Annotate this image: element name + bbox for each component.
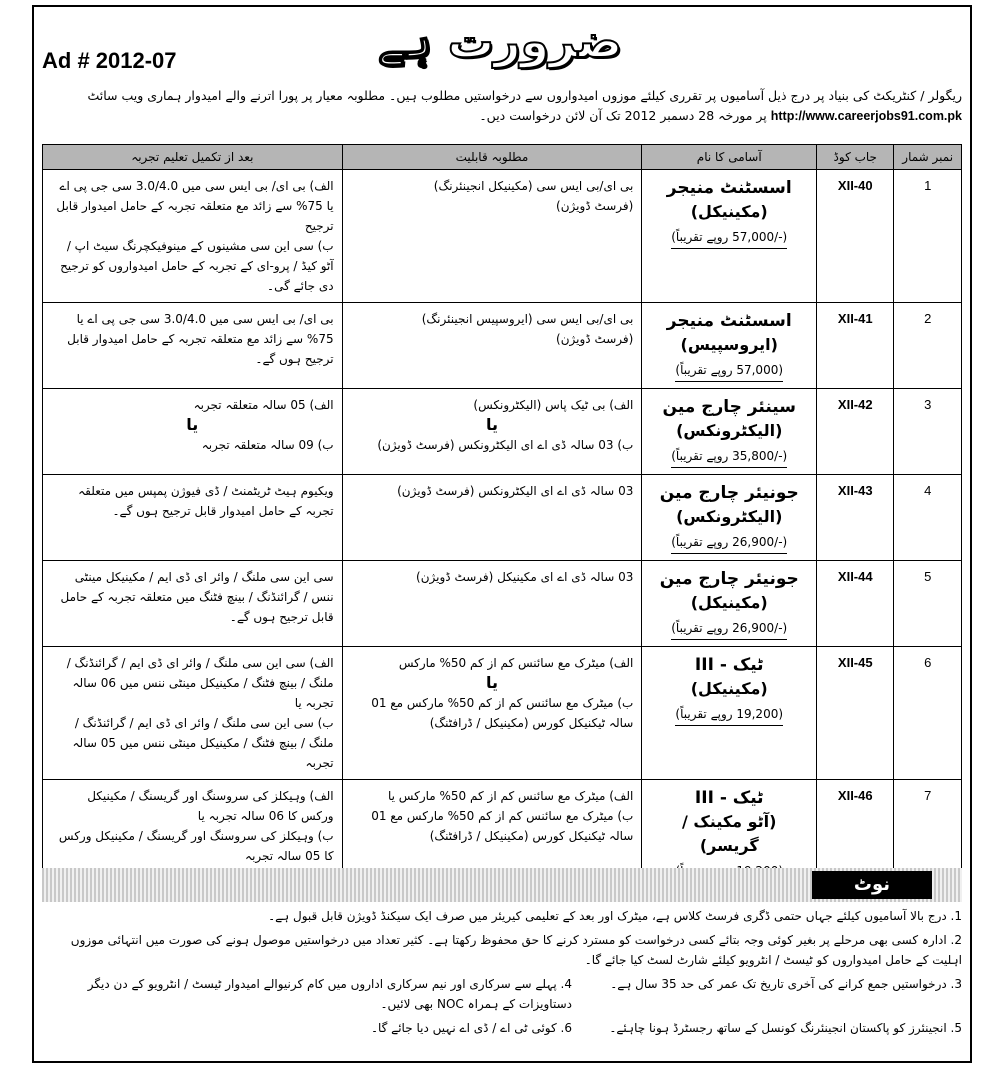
post-name: سینئر چارج مین: [662, 397, 796, 417]
jobs-table: [42, 144, 962, 890]
cell-post: [642, 389, 817, 475]
qualification-line: الف) میٹرک مع سائنس کم از کم 50% مارکس: [398, 656, 634, 670]
experience-line: ب) سی این سی ملنگ / وائر ای ڈی ایم / گرائنڈنگ / ملنگ / بینچ فٹنگ / مکینیکل مینٹی ننس میں 05 سالہ تجربہ: [72, 716, 334, 770]
post-subtitle: (الیکٹرونکس): [676, 421, 783, 440]
header-qualification: مطلوبہ قابلیت: [342, 145, 642, 170]
post-subtitle: (ایروسپیس): [680, 335, 778, 354]
experience-line: الف) وہیکلز کی سروسنگ اور گریسنگ / مکینیکل ورکس کا 06 سالہ تجربہ یا: [87, 789, 334, 823]
post-pay: (-/35,800 روپے تقریباً): [671, 445, 787, 468]
note-label: نوٹ: [812, 871, 932, 899]
or-separator: یا: [485, 415, 498, 434]
cell-experience: [43, 389, 343, 475]
post-subtitle: (آٹو مکینک / گریسر): [681, 812, 777, 855]
qualification-line: 03 سالہ ڈی اے ای الیکٹرونکس (فرسٹ ڈویژن): [397, 484, 634, 498]
cell-qualification: [342, 389, 642, 475]
cell-post: [642, 561, 817, 647]
cell-post: [642, 170, 817, 303]
table-row: [43, 561, 962, 647]
cell-sno: 4: [894, 475, 962, 561]
intro-line1: ریگولر / کنٹریکٹ کی بنیاد پر درج ذیل آسامیوں پر تقرری کیلئے موزوں امیدواروں سے درخواستیں مطلوب ہیں۔ مطلوبہ معیار پر پورا اترنے والے امیدوار ہماری ویب سائٹ: [87, 88, 962, 103]
post-name: اسسٹنٹ منیجر: [666, 311, 792, 331]
post-name: جونیئر چارج مین: [659, 569, 799, 589]
page-title: ضرورت ہے: [377, 14, 623, 68]
cell-sno: 7: [894, 780, 962, 890]
cell-post: [642, 647, 817, 780]
table-row: [43, 647, 962, 780]
qualification-line: الف) میٹرک مع سائنس کم از کم 50% مارکس یا: [388, 789, 634, 803]
qualification-line: ب) 03 سالہ ڈی اے ای الیکٹرونکس (فرسٹ ڈویژن): [377, 438, 634, 452]
cell-sno: 3: [894, 389, 962, 475]
cell-code: XII-41: [817, 303, 894, 389]
cell-code: XII-43: [817, 475, 894, 561]
cell-sno: 2: [894, 303, 962, 389]
note-1: 1. درج بالا آسامیوں کیلئے جہاں حتمی ڈگری فرسٹ کلاس ہے، میٹرک اور بعد کے تعلیمی کیریئر میں صرف ایک سیکنڈ ڈویژن قابل قبول ہے۔: [268, 909, 962, 923]
cell-code: XII-46: [817, 780, 894, 890]
post-name: ٹیک - III: [694, 655, 764, 675]
cell-experience: [43, 475, 343, 561]
cell-code: XII-44: [817, 561, 894, 647]
qualification-line: الف) بی ٹیک پاس (الیکٹرونکس): [473, 398, 634, 412]
post-subtitle: (الیکٹرونکس): [676, 507, 783, 526]
post-name: جونیئر چارج مین: [659, 483, 799, 503]
cell-sno: 6: [894, 647, 962, 780]
qualification-line: بی ای/بی ایس سی (مکینیکل انجینئرنگ): [433, 179, 634, 193]
experience-line: الف) سی این سی ملنگ / وائر ای ڈی ایم / گرائنڈنگ / ملنگ / بینچ فٹنگ / مکینیکل مینٹی ننس میں 06 سالہ تجربہ یا: [66, 656, 334, 710]
header-code: جاب کوڈ: [817, 145, 894, 170]
or-separator: یا: [186, 415, 199, 434]
notes-list: [42, 906, 962, 1042]
post-name: ٹیک - III: [694, 788, 764, 808]
experience-line: سی این سی ملنگ / وائر ای ڈی ایم / مکینیکل مینٹی ننس / گرائنڈنگ / بینچ فٹنگ میں متعلقہ تجربہ کے حامل قابل ترجیح ہوں گے۔: [60, 570, 334, 624]
intro-paragraph: [42, 86, 962, 126]
cell-qualification: [342, 647, 642, 780]
cell-code: XII-45: [817, 647, 894, 780]
cell-qualification: [342, 561, 642, 647]
post-pay: (-/57,000 روپے تقریباً): [671, 226, 787, 249]
post-name: اسسٹنٹ منیجر: [666, 178, 792, 198]
table-row: [43, 170, 962, 303]
table-header-row: [43, 145, 962, 170]
experience-line: الف) بی ای/ بی ایس سی میں 3.0/4.0 سی جی پی اے یا 75% سے زائد مع متعلقہ تجربہ کے حامل امیدوار قابل ترجیح: [56, 179, 334, 233]
cell-qualification: [342, 303, 642, 389]
experience-line: الف) 05 سالہ متعلقہ تجربہ: [193, 398, 334, 412]
qualification-line: ب) میٹرک مع سائنس کم از کم 50% مارکس مع 01 سالہ ٹیکنیکل کورس (مکینیکل / ڈرافٹنگ): [371, 809, 634, 843]
qualification-line: بی ای/بی ایس سی (ایروسپیس انجینئرنگ): [421, 312, 634, 326]
experience-line: ب) وہیکلز کی سروسنگ اور گریسنگ / مکینیکل ورکس کا 05 سالہ تجربہ: [58, 829, 334, 863]
cell-experience: [43, 303, 343, 389]
post-subtitle: (مکینیکل): [690, 202, 768, 221]
experience-line: ویکیوم ہیٹ ٹریٹمنٹ / ڈی فیوژن پمپس میں متعلقہ تجربہ کے حامل امیدوار قابل ترجیح ہوں گے۔: [78, 484, 334, 518]
post-pay: (57,000 روپے تقریباً): [675, 359, 783, 382]
note-item: [42, 930, 962, 970]
cell-post: [642, 303, 817, 389]
website-link[interactable]: http://www.careerjobs91.com.pk: [770, 109, 962, 123]
cell-qualification: [342, 170, 642, 303]
or-separator: یا: [485, 673, 498, 692]
qualification-line: (فرسٹ ڈویژن): [556, 332, 634, 346]
cell-sno: 5: [894, 561, 962, 647]
cell-experience: [43, 647, 343, 780]
header-sno: نمبر شمار: [894, 145, 962, 170]
note-item: [42, 906, 962, 926]
qualification-line: 03 سالہ ڈی اے ای مکینیکل (فرسٹ ڈویژن): [416, 570, 634, 584]
ad-number: Ad # 2012-07: [42, 48, 177, 73]
cell-experience: [43, 170, 343, 303]
cell-qualification: [342, 475, 642, 561]
note-item: [42, 974, 962, 1014]
cell-experience: [43, 561, 343, 647]
qualification-line: ب) میٹرک مع سائنس کم از کم 50% مارکس مع 01 سالہ ٹیکنیکل کورس (مکینیکل / ڈرافٹنگ): [371, 696, 634, 730]
qualification-line: (فرسٹ ڈویژن): [556, 199, 634, 213]
note-3: 3. درخواستیں جمع کرانے کی آخری تاریخ تک عمر کی حد 35 سال ہے۔: [610, 977, 962, 991]
note-2: 2. ادارہ کسی بھی مرحلے پر بغیر کوئی وجہ بتائے کسی درخواست کو مسترد کرنے کا حق محفوظ رکھتا ہے۔ کثیر تعداد میں درخواستیں موصول ہونے کی صورت میں انتہائی موزوں اہلیت کے حامل امیدواروں کو ٹیسٹ / انٹرویو کیلئے شارٹ لسٹ کیا جائے گا۔: [70, 933, 962, 967]
table-row: [43, 303, 962, 389]
note-bar: [42, 868, 962, 902]
experience-line: ب) سی این سی مشینوں کے مینوفیکچرنگ سیٹ اپ / آٹو کیڈ / پرو-ای کے تجربہ کے حامل امیدواروں کو ترجیح دی جائے گی۔: [60, 239, 334, 293]
table-row: [43, 389, 962, 475]
experience-line: ب) 09 سالہ متعلقہ تجربہ: [201, 438, 334, 452]
header-experience: بعد از تکمیل تعلیم تجربہ: [43, 145, 343, 170]
post-pay: (19,200 روپے تقریباً): [675, 703, 783, 726]
cell-sno: 1: [894, 170, 962, 303]
note-5: 5. انجینئرز کو پاکستان انجینئرنگ کونسل کے ساتھ رجسٹرڈ ہونا چاہئے۔: [609, 1021, 962, 1035]
note-item: [42, 1018, 962, 1038]
table-row: [43, 475, 962, 561]
experience-line: بی ای/ بی ایس سی میں 3.0/4.0 سی جی پی اے یا 75% سے زائد مع متعلقہ تجربہ کے حامل امیدوار قابل ترجیح ہوں گے۔: [67, 312, 334, 366]
cell-post: [642, 475, 817, 561]
note-6: 6. کوئی ٹی اے / ڈی اے نہیں دیا جائے گا۔: [370, 1021, 572, 1035]
cell-code: XII-42: [817, 389, 894, 475]
cell-code: XII-40: [817, 170, 894, 303]
header-post: آسامی کا نام: [642, 145, 817, 170]
intro-line2-tail: پر مورخہ 28 دسمبر 2012 تک آن لائن درخواست دیں۔: [479, 108, 767, 123]
note-4: 4. پہلے سے سرکاری اور نیم سرکاری اداروں میں کام کرنیوالے امیدوار ٹیسٹ / انٹرویو کے دن دیگر دستاویزات کے ہمراہ NOC بھی لائیں۔: [87, 977, 572, 1011]
post-pay: (-/26,900 روپے تقریباً): [671, 531, 787, 554]
post-pay: (-/26,900 روپے تقریباً): [671, 617, 787, 640]
post-subtitle: (مکینیکل): [690, 593, 768, 612]
post-subtitle: (مکینیکل): [690, 679, 768, 698]
